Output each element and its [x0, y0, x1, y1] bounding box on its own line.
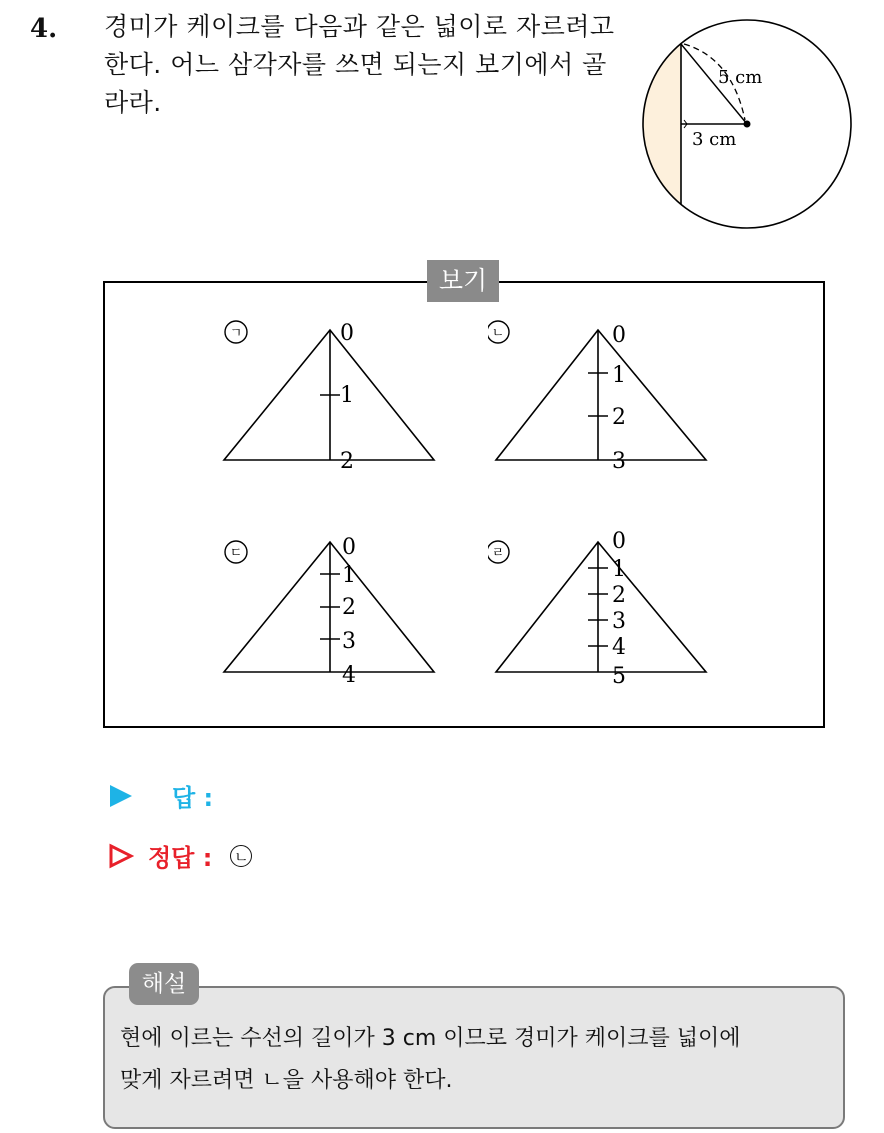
correct-answer-label: 정답 : [148, 844, 213, 872]
answer-row [108, 778, 231, 813]
ruler-tick-label: 5 [612, 664, 626, 689]
question-line: 한다. 어느 삼각자를 쓰면 되는지 보기에서 골 [104, 50, 607, 79]
ruler-tick-label: 3 [612, 449, 626, 474]
play-arrow-icon [108, 783, 134, 809]
question-line: 경미가 케이크를 다음과 같은 넓이로 자르려고 [104, 12, 615, 41]
question-line: 라라. [104, 88, 162, 117]
ruler-tick-label: 2 [340, 449, 354, 474]
ruler-tick-label: 1 [340, 383, 354, 408]
option-marker-label: ㄴ [491, 326, 505, 341]
triangle [496, 542, 706, 672]
ruler-tick-label: 1 [612, 557, 626, 582]
solution-text [120, 1018, 835, 1102]
solution-title: 해설 [129, 963, 199, 1005]
play-arrow-outline-icon [108, 843, 134, 869]
question-text [104, 8, 624, 122]
option-marker-label: ㄹ [491, 546, 505, 561]
correct-answer-row [108, 838, 252, 873]
bogi-title: 보기 [427, 260, 499, 302]
ruler-tick-label: 0 [340, 321, 354, 346]
solution-line: 현에 이르는 수선의 길이가 3 cm 이므로 경미가 케이크를 넓이에 [120, 1026, 741, 1051]
question-number: 4. [30, 14, 58, 44]
triangle-option-d [488, 528, 728, 697]
ruler-tick-label: 2 [612, 583, 626, 608]
cake-figure [642, 16, 854, 236]
ruler-tick-label: 1 [342, 563, 356, 588]
triangle-option-b [488, 316, 728, 480]
option-marker-label: ㄱ [229, 326, 243, 341]
ruler-tick-label: 0 [612, 529, 626, 554]
radius-label: 5 cm [718, 67, 763, 88]
ruler-tick-label: 0 [612, 323, 626, 348]
ruler-tick-label: 0 [342, 535, 356, 560]
ruler-tick-label: 2 [342, 595, 356, 620]
triangle-option-a [220, 316, 460, 480]
center-dot [744, 121, 751, 128]
ruler-tick-label: 4 [342, 663, 356, 688]
option-marker-label: ㄷ [229, 546, 243, 561]
solution-line: 맞게 자르려면 ㄴ을 사용해야 한다. [120, 1068, 453, 1093]
correct-answer-value: ㄴ [230, 843, 252, 868]
ruler-tick-label: 1 [612, 363, 626, 388]
distance-label: 3 cm [692, 129, 737, 150]
triangle [496, 330, 706, 460]
ruler-tick-label: 3 [342, 629, 356, 654]
triangle-option-c [220, 528, 460, 697]
ruler-tick-label: 3 [612, 609, 626, 634]
answer-label: 답 : [172, 784, 214, 812]
ruler-tick-label: 2 [612, 405, 626, 430]
ruler-tick-label: 4 [612, 635, 626, 660]
